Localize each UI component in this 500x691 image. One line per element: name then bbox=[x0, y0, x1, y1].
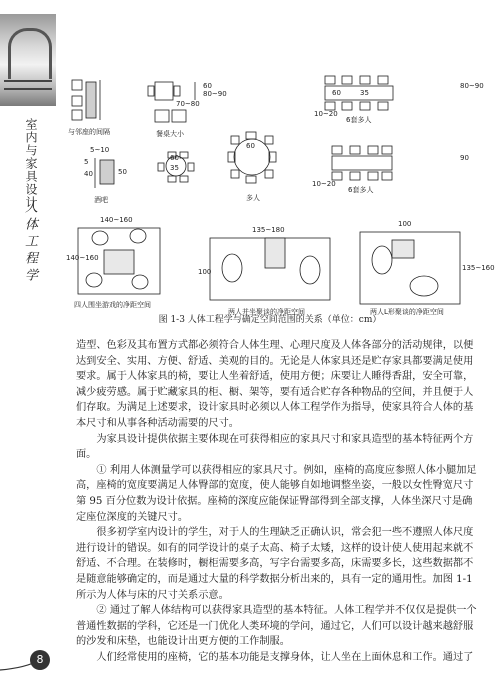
paragraph: ① 利用人体测量学可以获得相应的家具尺寸。例如，座椅的高度应参照人体小腿加足高，座椅的宽度要满足人体臀部的宽度，使人能够自如地调整坐姿，一般以女性臀宽尺寸第 95 百分位数为设计依据。座椅的深度应能保证臀部得到全部支撑，人体坐深尺寸是确定座位深度的关键尺寸。 bbox=[76, 464, 477, 523]
neighbor-spacing-diagram bbox=[72, 80, 100, 120]
dim-50: 50 bbox=[118, 168, 127, 176]
arch-decoration bbox=[8, 28, 52, 79]
many-people-diagram bbox=[228, 132, 276, 183]
dim-140-160v: 140~160 bbox=[66, 254, 99, 262]
paragraph: 人们经常使用的座椅，它的基本功能是支撑身体，让人坐在上面休息和工作。通过了 bbox=[96, 651, 474, 663]
paragraph: 为家具设计提供依据主要体现在可获得相应的家具尺寸和家具造型的基本特征两个方面。 bbox=[76, 433, 474, 461]
label-six-people-b: 6套多人 bbox=[348, 186, 374, 194]
dim-60-circ: 60 bbox=[246, 142, 255, 150]
book-subtitle: 人体工程学 bbox=[22, 200, 37, 285]
dim-100: 100 bbox=[198, 268, 212, 276]
dim-10-20: 10~20 bbox=[314, 110, 338, 118]
dim-135-160: 135~160 bbox=[462, 264, 495, 272]
dim-35: 35 bbox=[360, 89, 369, 97]
dim-90: 90 bbox=[460, 154, 469, 162]
label-table-size: 餐桌大小 bbox=[156, 130, 184, 138]
dim-140-160: 140~160 bbox=[100, 216, 133, 224]
label-bar: 酒吧 bbox=[94, 196, 108, 204]
dim-60-b: 60 bbox=[170, 154, 179, 162]
label-two-L: 两人L形聚谈的净距空间 bbox=[370, 308, 444, 316]
body-text bbox=[76, 338, 480, 665]
dim-70-80: 70~80 bbox=[176, 100, 200, 108]
dim-5: 5 bbox=[84, 158, 89, 166]
dim-100b: 100 bbox=[398, 220, 412, 228]
label-many-people: 多人 bbox=[246, 194, 260, 202]
label-neighbor: 与邻座的间隔 bbox=[68, 128, 110, 136]
six-people-b-diagram bbox=[332, 146, 392, 180]
dim-5-10: 5~10 bbox=[90, 146, 110, 154]
dim-60: 60 bbox=[203, 82, 212, 90]
dim-135-180: 135~180 bbox=[252, 226, 285, 234]
divider bbox=[4, 88, 52, 90]
bar-diagram bbox=[95, 158, 114, 188]
paragraph: 很多初学室内设计的学生，对于人的生理缺乏正确认识，常会犯一些不遵照人体尺度进行设计的错误。如有的同学设计的桌子太高、椅子太矮，这样的设计使人使用起来就不舒适、不合理。在装修时，橱柜需要多高，写字台需要多高，床需要多长，这些数据都不是随意能够确定的，而是通过大量的科学数据分析出来的，具有一定的通用性。加图 1-1 所示为人体与床的尺寸关系示意。 bbox=[76, 527, 474, 601]
ergonomics-figure bbox=[60, 60, 495, 322]
sidebar bbox=[0, 0, 56, 691]
page-number: 8 bbox=[30, 650, 50, 670]
paragraph: 造型、色彩及其布置方式都必须符合人体生理、心理尺度及人体各部分的活动规律，以便达到安全、实用、方便、舒适、美观的目的。无论是人体家具还是贮存家具都要满足使用要求。属于人体家具的椅，要让人坐着舒适，使用方便；床要让人睡得香甜，安全可靠，减少疲劳感。属于贮藏家具的柜、橱、架等，要有适合贮存各种物品的空间，并且便于人们存取。为满足上述要求，设计家具时必须以人体工程学作为指导，使家具符合人体的基本尺寸和从事各种活动需要的尺寸。 bbox=[76, 340, 474, 429]
two-L-diagram bbox=[360, 232, 460, 304]
dim-80-90: 80~90 bbox=[203, 90, 227, 98]
label-two-side: 两人并坐聚谈的净距空间 bbox=[228, 308, 305, 316]
figure-caption: 图 1-3 人体工程学与确定空间范围的关系（单位：cm） bbox=[158, 315, 382, 325]
label-four-play: 四人围坐游戏的净距空间 bbox=[74, 301, 151, 309]
dim-40: 40 bbox=[84, 170, 93, 178]
sidebar-photo bbox=[0, 14, 56, 106]
two-side-diagram bbox=[210, 238, 330, 300]
dim-60-a: 60 bbox=[332, 89, 341, 97]
book-title: 室内与家具设计 bbox=[24, 118, 38, 209]
dim-10-20b: 10~20 bbox=[312, 180, 336, 188]
dim-35-b: 35 bbox=[170, 164, 179, 172]
label-six-people: 6套多人 bbox=[346, 116, 372, 124]
paragraph: ② 通过了解人体结构可以获得家具造型的基本特征。人体工程学并不仅仅是提供一个普通性数据的学科，它还是一门优化人类环境的学问，通过它，人们可以设计越来越舒服的沙发和床垫，也能设计出更方便的工作制服。 bbox=[76, 605, 477, 648]
dim-80-90b: 80~90 bbox=[460, 82, 484, 90]
divider bbox=[4, 80, 52, 82]
